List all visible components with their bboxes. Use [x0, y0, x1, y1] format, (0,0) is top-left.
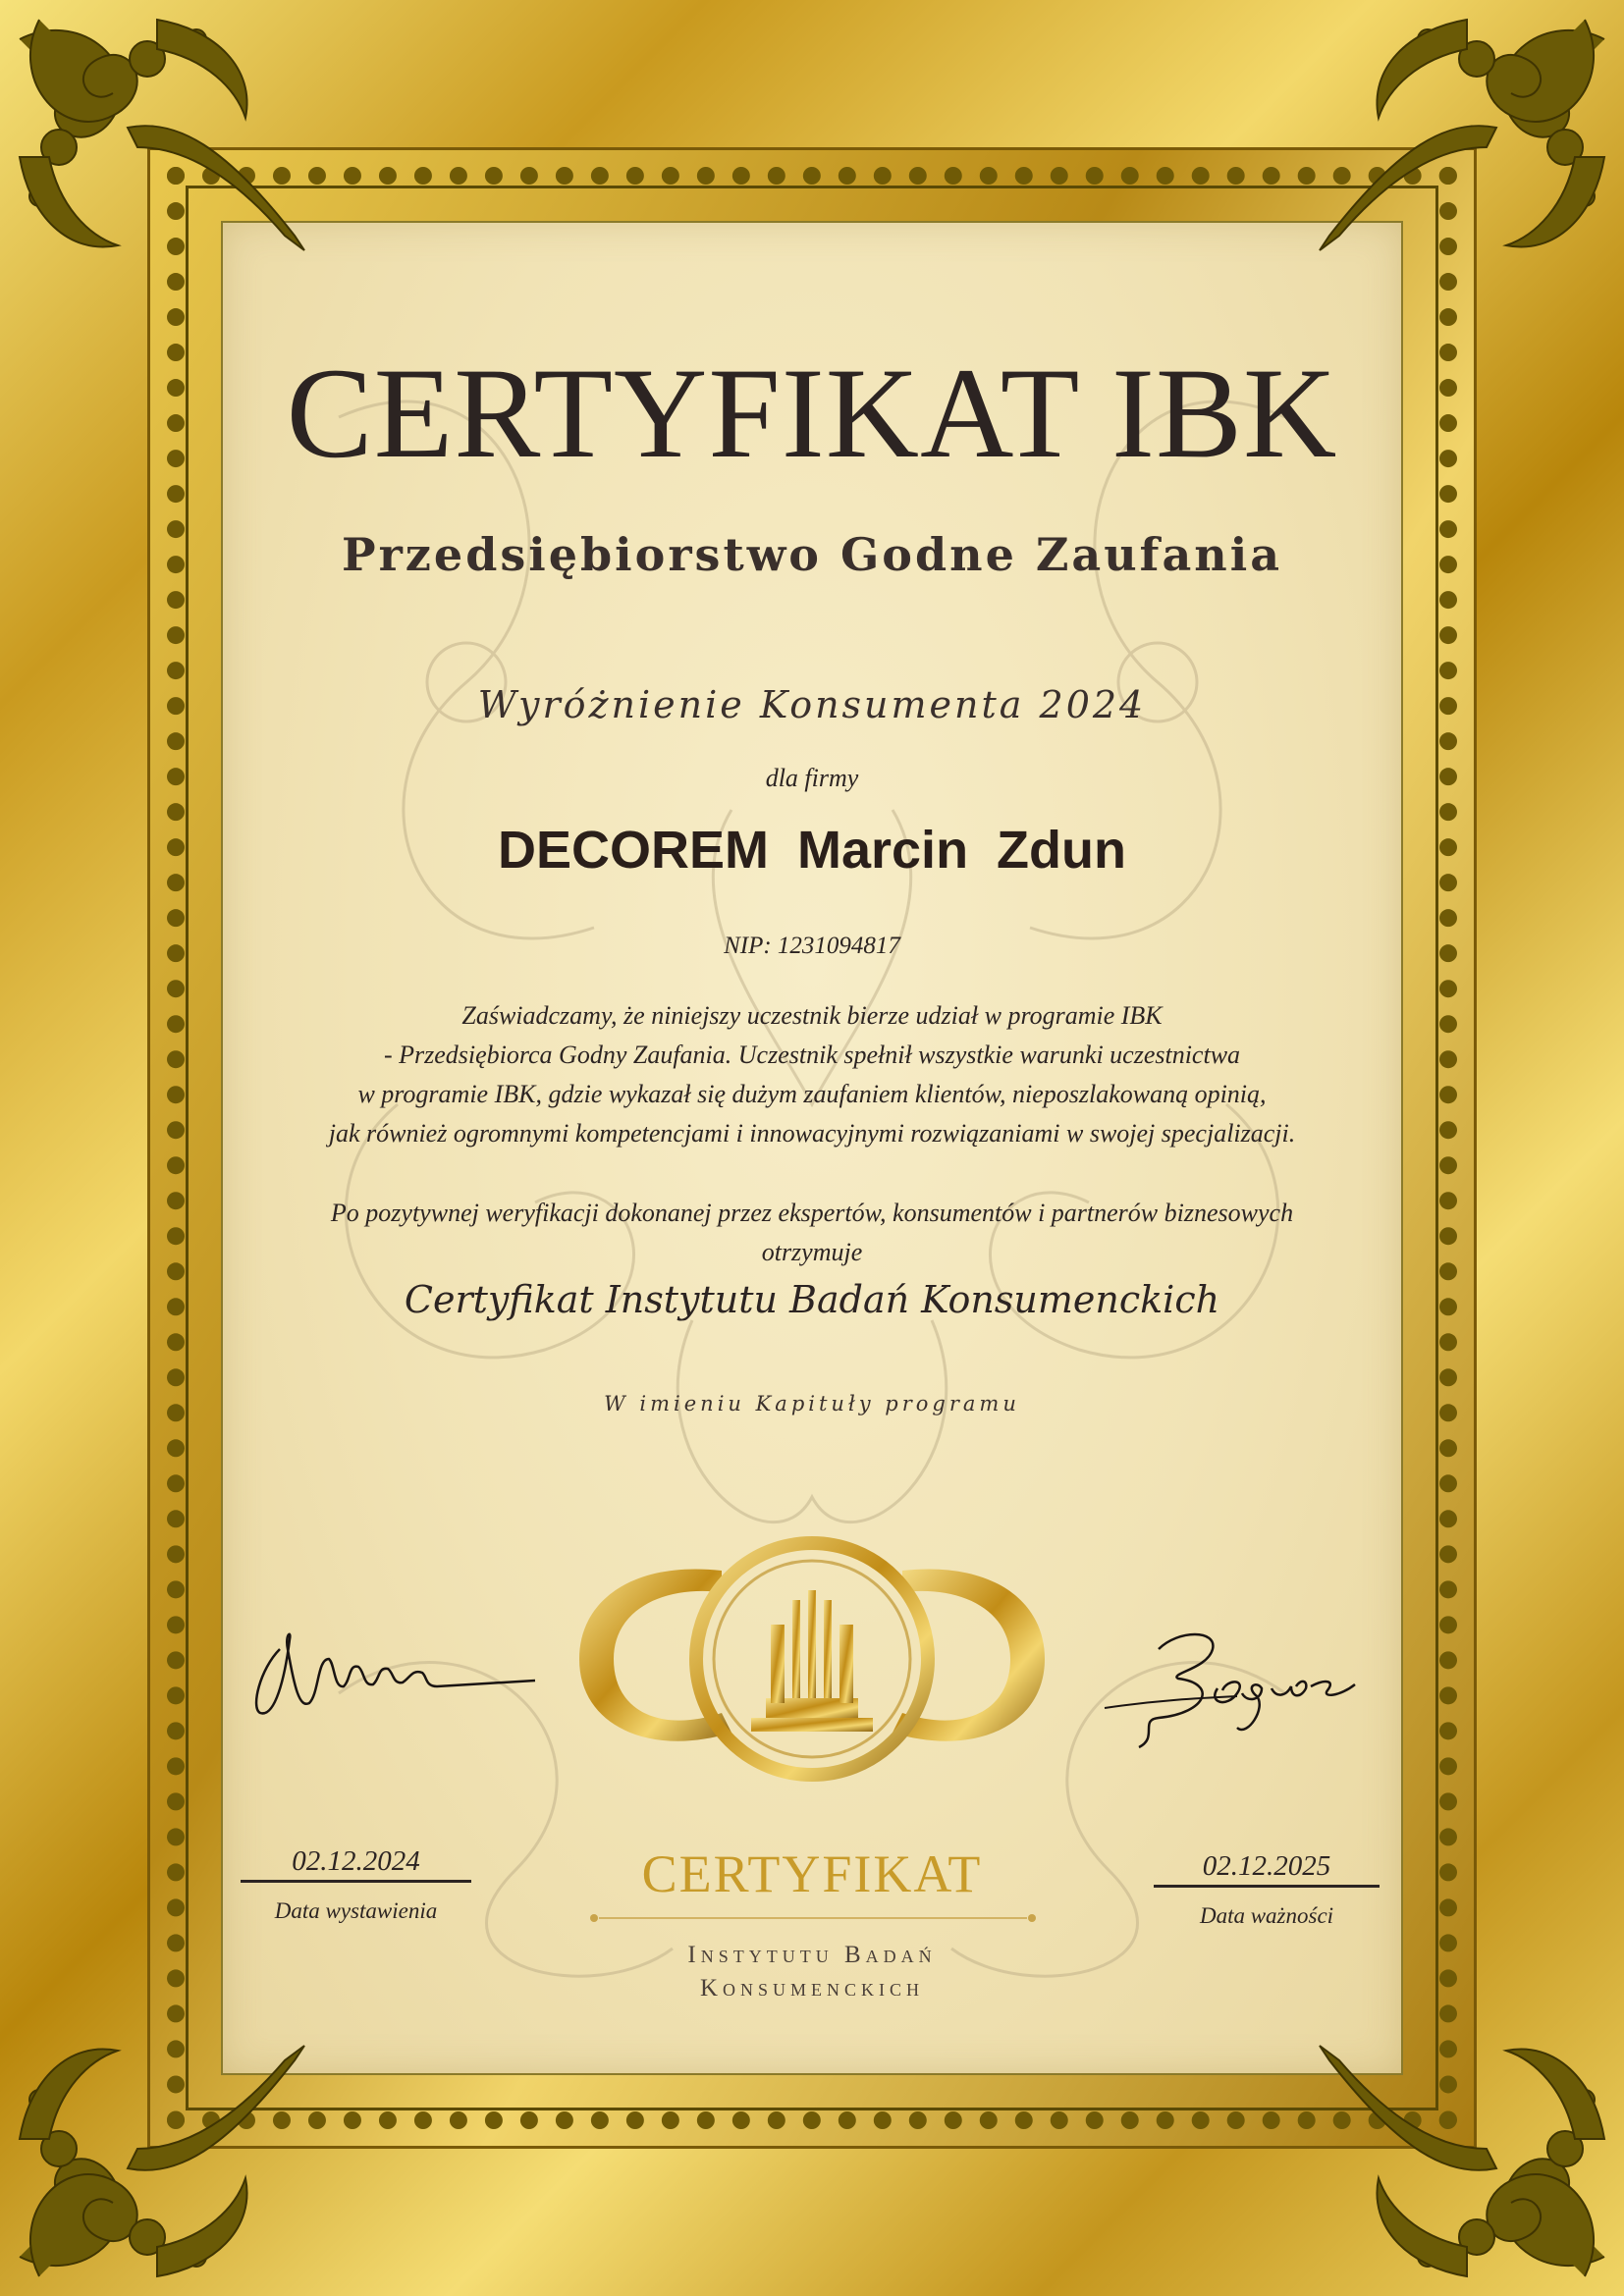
verification-line: otrzymuje: [761, 1238, 863, 1266]
certificate-title: CERTYFIKAT IBK: [286, 341, 1338, 485]
certificate-subtitle: Przedsiębiorstwo Godne Zaufania: [341, 528, 1282, 581]
emblem-subtitle-line: Konsumenckich: [699, 1975, 925, 2002]
verification-statement: [236, 1194, 1388, 1272]
certificate-name: Certyfikat Instytutu Badań Konsumenckich: [404, 1278, 1220, 1321]
expiry-date-block: [1154, 1850, 1380, 1929]
issue-date-value: 02.12.2024: [241, 1845, 471, 1883]
ornament-corner-icon: [0, 1972, 324, 2296]
for-company-label: dla firmy: [765, 764, 859, 792]
emblem-subtitle: [221, 1939, 1403, 2005]
certification-statement: [236, 996, 1388, 1153]
verification-line: Po pozytywnej weryfikacji dokonanej przez ekspertów, konsumentów i partnerów biznesowych: [330, 1199, 1294, 1227]
issue-date-block: [241, 1845, 471, 1924]
ornament-corner-icon: [1300, 0, 1624, 324]
emblem-subtitle-line: Instytutu Badań: [687, 1942, 937, 1968]
company-name: DECOREM Marcin Zdun: [497, 821, 1126, 880]
emblem-word: CERTYFIKAT: [641, 1844, 983, 1903]
expiry-date-value: 02.12.2025: [1154, 1850, 1380, 1888]
ibk-emblem-icon: [574, 1531, 1050, 1791]
emblem-divider: [589, 1913, 1037, 1923]
company-nip: NIP: 1231094817: [724, 933, 900, 959]
issue-date-label: Data wystawienia: [274, 1898, 438, 1923]
statement-line: w programie IBK, gdzie wykazał się dużym zaufaniem klientów, nieposzlakowaną opinią,: [357, 1080, 1267, 1108]
ornament-corner-icon: [1300, 1972, 1624, 2296]
ornament-corner-icon: [0, 0, 324, 324]
expiry-date-label: Data ważności: [1199, 1903, 1334, 1928]
award-title: Wyróżnienie Konsumenta 2024: [477, 683, 1147, 726]
chapter-note: W imieniu Kapituły programu: [604, 1392, 1020, 1415]
statement-line: - Przedsiębiorca Godny Zaufania. Uczestnik spełnił wszystkie warunki uczestnictwa: [383, 1041, 1241, 1069]
signature-left-icon: [241, 1610, 545, 1737]
statement-line: Zaświadczamy, że niniejszy uczestnik bierze udział w programie IBK: [461, 1001, 1163, 1030]
statement-line: jak również ogromnymi kompetencjami i innowacyjnymi rozwiązaniami w swojej specjalizacji.: [328, 1119, 1296, 1148]
signature-right-icon: [1100, 1610, 1375, 1767]
